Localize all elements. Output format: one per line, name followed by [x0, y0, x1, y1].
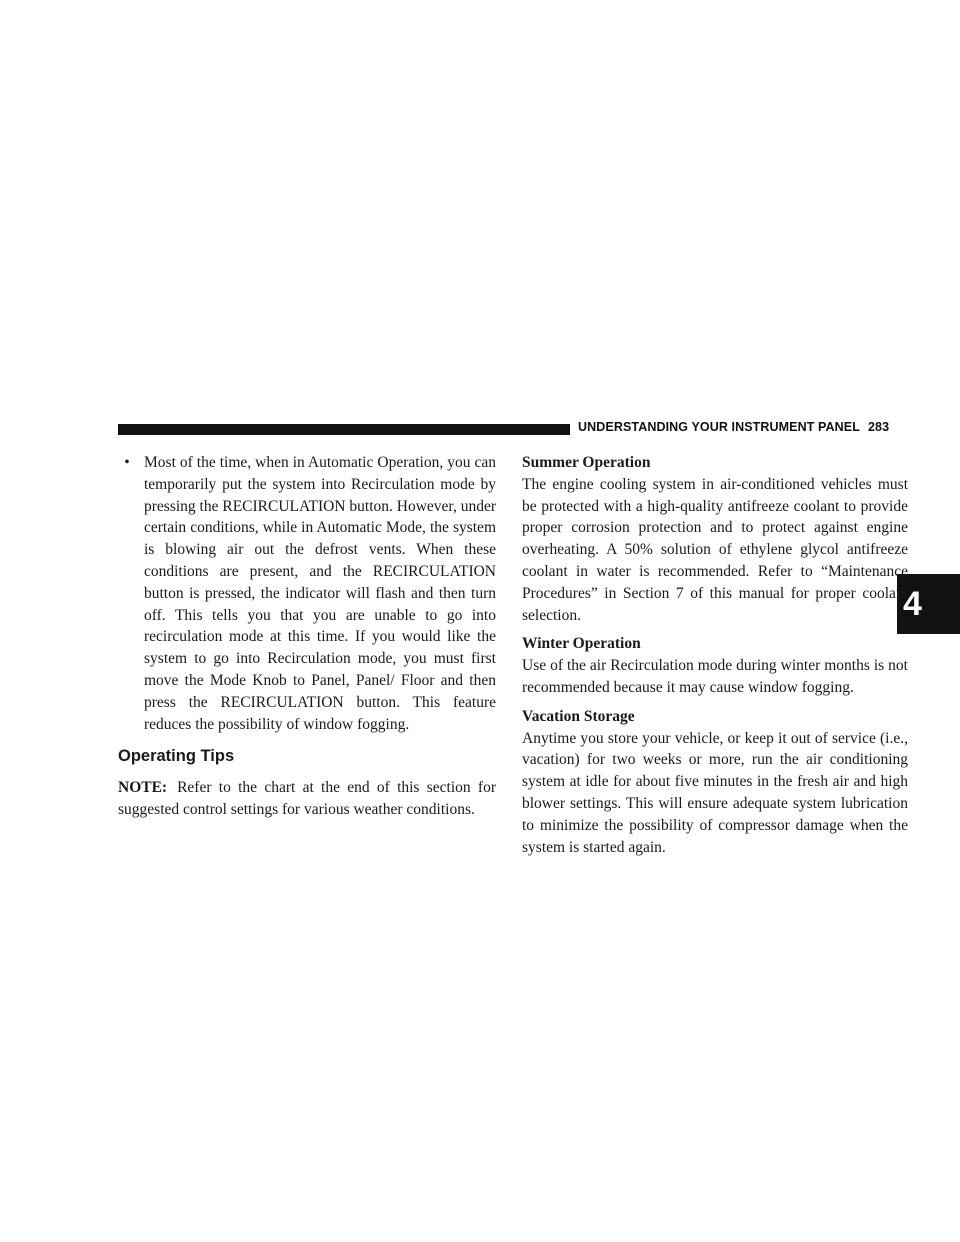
running-header [578, 420, 889, 434]
vacation-heading: Vacation Storage [522, 707, 635, 725]
note-label: NOTE: [118, 779, 168, 797]
winter-heading: Winter Operation [522, 635, 641, 653]
summer-paragraph: The engine cooling system in air-conditioned vehicles must be protected with a high-quality antifreeze coolant to provide proper corrosion protection and to protect against engine overheating. A 50% solution of ethylene glycol antifreeze coolant in water is recommended. Refer to “Maintenance Procedures” in Section 7 of this manual for proper coolant selection. [522, 475, 908, 624]
header-rule [118, 424, 570, 435]
header-title: UNDERSTANDING YOUR INSTRUMENT PANEL [578, 420, 860, 434]
page-number: 283 [867, 420, 890, 434]
section-heading: Operating Tips [118, 747, 235, 766]
summer-heading: Summer Operation [522, 454, 651, 471]
left-column [118, 452, 496, 821]
bullet-icon: • [124, 454, 130, 471]
chapter-number: 4 [903, 584, 922, 623]
right-column [522, 452, 908, 865]
bullet-item [118, 452, 496, 735]
winter-paragraph: Use of the air Recirculation mode during winter months is not recommended because it may cause window fogging. [522, 657, 908, 696]
note-paragraph [118, 777, 496, 821]
vacation-paragraph: Anytime you store your vehicle, or keep it out of service (i.e., vacation) for two weeks or more, run the air conditioning system at idle for about five minutes in the fresh air and high blower settings. This will ensure adequate system lubrication to minimize the possibility of compressor damage when the system is started again. [522, 729, 908, 856]
bullet-text: Most of the time, when in Automatic Operation, you can temporarily put the system into Recirculation mode by pressing the RECIRCULATION button. However, under certain conditions, while in Automatic Mode, the system is blowing air out the defrost vents. When these conditions are present, and the RECIRCULATION button is pressed, the indicator will flash and then turn off. This tells you that you are unable to go into recirculation mode at this time. If you would like the system to go into Recirculation mode, you must first move the Mode Knob to Panel, Panel/ Floor and then press the RECIRCULATION button. This feature reduces the possibility of window fogging. [144, 454, 496, 733]
note-text: Refer to the chart at the end of this section for suggested control settings for various weather conditions. [118, 779, 496, 818]
